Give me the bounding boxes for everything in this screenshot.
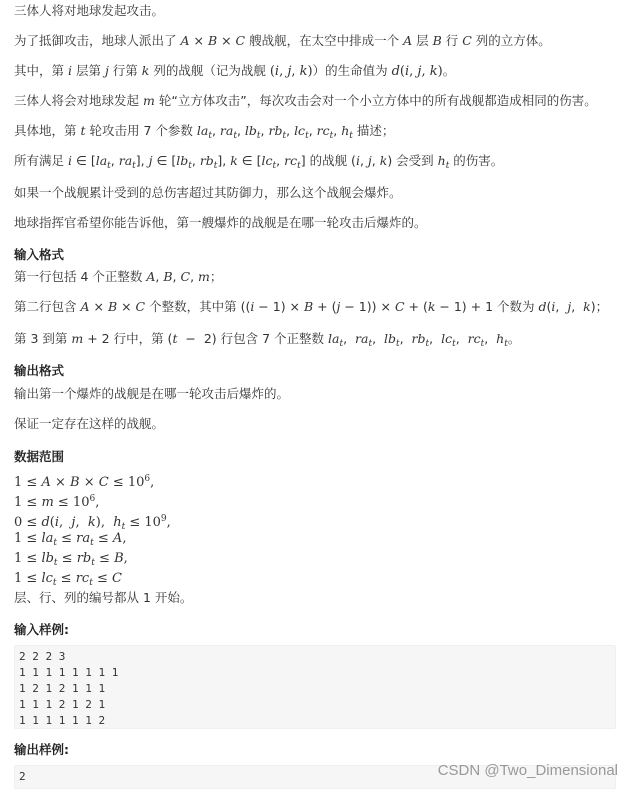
intro-line-8: 地球指挥官希望你能告诉他，第一艘爆炸的战舰是在哪一轮攻击后爆炸的。: [14, 215, 427, 230]
input-format-line-2: 第二行包含 A × B × C 个整数，其中第 ((i − 1) × B + (j − 1)) × C + (k − 1) + 1 个数为 d(i, j, k)；: [14, 299, 609, 314]
sample-input-block[interactable]: [14, 645, 616, 729]
output-format-heading: 输出格式: [14, 363, 65, 378]
data-range-line-5: $1 \le lb_t \le rb_t \le B$,: [14, 551, 128, 568]
sample-input-line: 1 1 1 1 1 1 1 1: [19, 666, 119, 679]
input-format-heading: 输入格式: [14, 247, 65, 262]
output-format-line-1: 输出第一个爆炸的战舰是在哪一轮攻击后爆炸的。: [14, 386, 290, 401]
data-range-line-6: $1 \le lc_t \le rc_t \le C$: [14, 571, 122, 588]
intro-line-5: 具体地，第 t 轮攻击用 7 个参数 $la_t$, $ra_t$, $lb_t$, $rb_t$, $lc_t$, $rc_t$, $h_t$ 描述；: [14, 123, 395, 141]
sample-input-heading: 输入样例:: [14, 622, 69, 637]
input-format-line-3: 第 3 到第 m + 2 行中，第 (t − 2) 行包含 7 个正整数 $la_t$, $ra_t$, $lb_t$, $rb_t$, $lc_t$, $rc_t$, $h_t$。: [14, 331, 521, 349]
output-format-line-2: 保证一定存在这样的战舰。: [14, 416, 165, 431]
data-range-line-7: 层、行、列的编号都从 1 开始。: [14, 590, 193, 605]
intro-line-4: 三体人将会对地球发起 m 轮“立方体攻击”，每次攻击会对一个小立方体中的所有战舰都造成相同的伤害。: [14, 93, 597, 108]
sample-output-line: 2: [19, 770, 26, 783]
sample-input-line: 1 1 1 2 1 2 1: [19, 698, 106, 711]
input-format-line-1: 第一行包括 4 个正整数 A, B, C, m；: [14, 269, 223, 284]
data-range-line-3: 0 ≤ d(i, j, k), $h_t \le 10^9$,: [14, 514, 171, 532]
intro-line-7: 如果一个战舰累计受到的总伤害超过其防御力，那么这个战舰会爆炸。: [14, 185, 402, 200]
intro-line-6: 所有满足 i ∈ [$la_t$, $ra_t$], j ∈ [$lb_t$, $rb_t$], k ∈ [$lc_t$, $rc_t$] 的战舰 (i, j, k) 会受到 $h_t$ 的伤害。: [14, 153, 504, 171]
csdn-watermark: CSDN @Two_Dimensional: [437, 762, 618, 779]
data-range-heading: 数据范围: [14, 449, 65, 464]
data-range-line-4: $1 \le la_t \le ra_t \le A$,: [14, 531, 127, 548]
intro-line-3: 其中，第 i 层第 j 行第 k 列的战舰（记为战舰 (i, j, k)）的生命值为 d(i, j, k)。: [14, 63, 456, 79]
sample-input-line: 2 2 2 3: [19, 650, 66, 663]
intro-line-1: 三体人将对地球发起攻击。: [14, 3, 165, 18]
sample-input-line: 1 2 1 2 1 1 1: [19, 682, 106, 695]
intro-line-2: 为了抵御攻击，地球人派出了 A × B × C 艘战舰，在太空中排成一个 A 层 B 行 C 列的立方体。: [14, 33, 551, 48]
data-range-line-2: $1 \le m \le 10^6$,: [14, 494, 100, 510]
data-range-line-1: $1 \le A \times B \times C \le 10^6$,: [14, 474, 155, 490]
sample-output-heading: 输出样例:: [14, 742, 69, 757]
sample-input-line: 1 1 1 1 1 1 2: [19, 714, 106, 727]
